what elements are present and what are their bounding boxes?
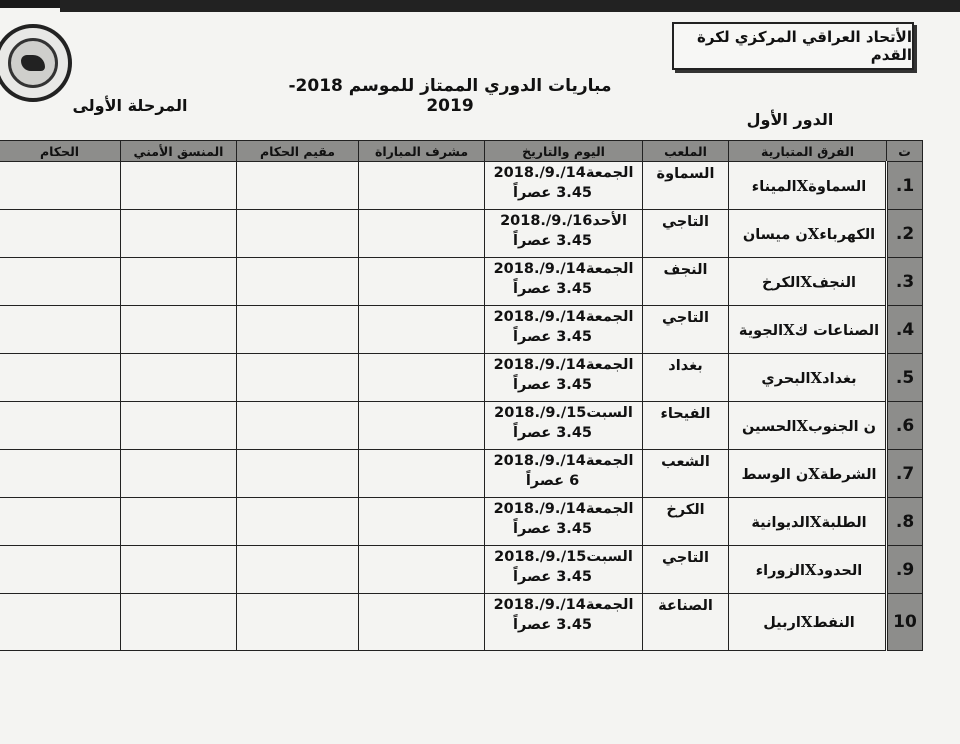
row-teams [729, 594, 887, 651]
table-row [0, 162, 923, 210]
row-match-supervisor [359, 450, 485, 498]
match-date: الجمعة14/.9/.2018 [493, 261, 634, 277]
match-date: الجمعة14/.9/.2018 [493, 453, 634, 469]
row-number: 7. [887, 450, 923, 498]
row-teams [729, 546, 887, 594]
row-teams [729, 162, 887, 210]
row-stadium: النجف [643, 258, 729, 306]
versus-mark: X [807, 224, 820, 243]
round-label: الدور الأول [746, 110, 834, 129]
versus-mark: X [796, 176, 809, 195]
row-security-coordinator [121, 354, 237, 402]
row-stadium: التاجي [643, 546, 729, 594]
row-referees [0, 162, 121, 210]
row-number: 8. [887, 498, 923, 546]
match-time: 3.45 عصراً [512, 281, 592, 297]
header-stadium: الملعب [643, 141, 729, 162]
row-match-supervisor [359, 258, 485, 306]
row-referee-assessor [237, 210, 359, 258]
scan-edge-shadow-2 [60, 0, 960, 12]
row-teams [729, 354, 887, 402]
row-match-supervisor [359, 306, 485, 354]
away-team: الجوية [738, 322, 784, 339]
home-team: ن الجنوب [808, 418, 877, 435]
match-time: 3.45 عصراً [512, 185, 592, 201]
match-date: السبت15/.9/.2018 [494, 405, 633, 421]
row-referees [0, 306, 121, 354]
home-team: الصناعات ك [794, 322, 880, 339]
federation-logo-inner [8, 38, 58, 88]
table-row [0, 210, 923, 258]
row-security-coordinator [121, 450, 237, 498]
home-team: السماوة [808, 178, 867, 195]
home-team: الكهرباء [819, 226, 876, 243]
row-stadium: الصناعة [643, 594, 729, 651]
row-match-supervisor [359, 594, 485, 651]
match-time: 3.45 عصراً [512, 425, 592, 441]
row-date [485, 498, 643, 546]
row-date [485, 210, 643, 258]
row-security-coordinator [121, 306, 237, 354]
row-match-supervisor [359, 546, 485, 594]
row-referees [0, 258, 121, 306]
row-referee-assessor [237, 450, 359, 498]
away-team: الكرخ [761, 274, 801, 291]
row-referee-assessor [237, 546, 359, 594]
row-stadium: بغداد [643, 354, 729, 402]
fixtures-table [0, 140, 923, 651]
versus-mark: X [810, 368, 823, 387]
row-number: 9. [887, 546, 923, 594]
row-date [485, 546, 643, 594]
match-date: الجمعة14/.9/.2018 [493, 597, 634, 613]
table-row [0, 354, 923, 402]
federation-logo [0, 24, 72, 102]
row-teams [729, 258, 887, 306]
row-stadium: الشعب [643, 450, 729, 498]
versus-mark: X [783, 320, 795, 339]
match-date: السبت15/.9/.2018 [494, 549, 633, 565]
row-security-coordinator [121, 258, 237, 306]
header-teams: الفرق المتبارية [729, 141, 887, 162]
row-stadium: الفيحاء [643, 402, 729, 450]
away-team: الميناء [751, 178, 797, 195]
row-stadium: الكرخ [643, 498, 729, 546]
header-security-coordinator: المنسق الأمني [121, 141, 237, 162]
row-date [485, 354, 643, 402]
home-team: الشرطة [819, 466, 877, 483]
row-teams [729, 306, 887, 354]
row-stadium: التاجي [643, 306, 729, 354]
match-time: 3.45 عصراً [512, 233, 592, 249]
row-match-supervisor [359, 354, 485, 402]
match-time: 3.45 عصراً [512, 329, 592, 345]
versus-mark: X [808, 464, 820, 483]
row-teams [729, 210, 887, 258]
row-teams [729, 450, 887, 498]
header-referees: الحكام [0, 141, 121, 162]
match-time: 3.45 عصراً [512, 617, 592, 633]
row-referee-assessor [237, 594, 359, 651]
row-referees [0, 450, 121, 498]
table-row [0, 546, 923, 594]
away-team: الزوراء [755, 562, 805, 579]
away-team: ن الوسط [741, 466, 809, 483]
row-date [485, 594, 643, 651]
row-match-supervisor [359, 162, 485, 210]
stage-label: المرحلة الأولى [72, 96, 188, 115]
row-referee-assessor [237, 258, 359, 306]
row-number: 6. [887, 402, 923, 450]
row-date [485, 258, 643, 306]
row-match-supervisor [359, 210, 485, 258]
home-team: الطلبة [821, 514, 867, 531]
table-row [0, 306, 923, 354]
row-referee-assessor [237, 162, 359, 210]
header-match-supervisor: مشرف المباراة [359, 141, 485, 162]
match-date: الجمعة14/.9/.2018 [493, 309, 634, 325]
away-team: الديوانية [751, 514, 810, 531]
row-referees [0, 354, 121, 402]
match-time: 3.45 عصراً [512, 521, 592, 537]
row-match-supervisor [359, 402, 485, 450]
table-row [0, 450, 923, 498]
match-date: الجمعة14/.9/.2018 [493, 501, 634, 517]
row-referees [0, 210, 121, 258]
organization-name: الأتحاد العراقي المركزي لكرة القدم [697, 28, 912, 64]
row-number: 2. [887, 210, 923, 258]
away-team: اربيل [763, 615, 801, 631]
row-date [485, 162, 643, 210]
row-number: 5. [887, 354, 923, 402]
row-date [485, 402, 643, 450]
row-security-coordinator [121, 162, 237, 210]
away-team: ن ميسان [742, 226, 808, 243]
versus-mark: X [809, 512, 822, 531]
row-teams [729, 402, 887, 450]
versus-mark: X [804, 560, 817, 579]
row-number: 3. [887, 258, 923, 306]
table-row [0, 258, 923, 306]
home-team: الحدود [816, 562, 863, 579]
home-team: بغداد [822, 370, 857, 387]
row-security-coordinator [121, 594, 237, 651]
row-date [485, 306, 643, 354]
away-team: البحري [761, 370, 811, 387]
row-stadium: التاجي [643, 210, 729, 258]
header-number: ت [887, 141, 923, 162]
match-date: الجمعة14/.9/.2018 [493, 357, 634, 373]
row-referees [0, 594, 121, 651]
table-header-row [0, 141, 923, 162]
header-referee-assessor: مقيم الحكام [237, 141, 359, 162]
row-security-coordinator [121, 210, 237, 258]
table-row [0, 594, 923, 651]
row-referees [0, 546, 121, 594]
row-referee-assessor [237, 498, 359, 546]
row-security-coordinator [121, 402, 237, 450]
away-team: الحسين [741, 418, 797, 435]
row-number: 1. [887, 162, 923, 210]
home-team: النفط [812, 615, 855, 631]
versus-mark: X [796, 416, 809, 435]
fixtures-table-container [0, 140, 922, 646]
row-date [485, 450, 643, 498]
header-date: اليوم والتاريخ [485, 141, 643, 162]
row-security-coordinator [121, 498, 237, 546]
row-stadium: السماوة [643, 162, 729, 210]
row-teams [729, 498, 887, 546]
versus-mark: X [800, 613, 813, 631]
row-referee-assessor [237, 354, 359, 402]
match-time: 3.45 عصراً [512, 377, 592, 393]
row-referee-assessor [237, 402, 359, 450]
table-row [0, 498, 923, 546]
match-date: الجمعة14/.9/.2018 [493, 165, 634, 181]
home-team: النجف [811, 274, 857, 291]
row-referees [0, 402, 121, 450]
row-number: 10 [887, 594, 923, 651]
match-date: الأحد16/.9/.2018 [500, 213, 627, 229]
versus-mark: X [800, 272, 812, 291]
table-row [0, 402, 923, 450]
match-time: 6 عصراً [525, 473, 580, 489]
match-time: 3.45 عصراً [512, 569, 592, 585]
row-number: 4. [887, 306, 923, 354]
row-match-supervisor [359, 498, 485, 546]
row-referees [0, 498, 121, 546]
page-title: مباريات الدوري الممتاز للموسم 2018-2019 [288, 76, 612, 116]
federation-logo-emblem [21, 55, 45, 71]
row-security-coordinator [121, 546, 237, 594]
row-referee-assessor [237, 306, 359, 354]
organization-name-box [672, 22, 914, 70]
